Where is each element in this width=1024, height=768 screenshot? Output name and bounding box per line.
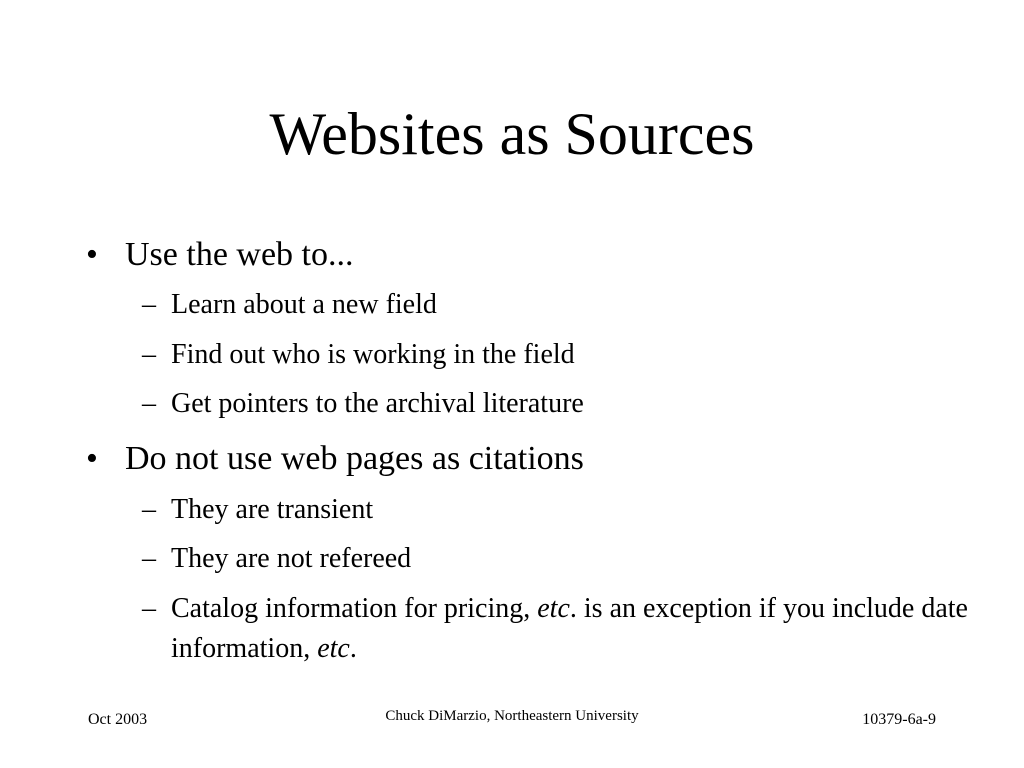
dash-marker: – — [142, 339, 156, 370]
sub-bullet-text: Get pointers to the archival literature — [171, 388, 584, 419]
sub-bullet-text: They are transient — [171, 494, 374, 525]
dash-marker: – — [142, 388, 156, 419]
footer-slide-number: 10379-6a-9 — [862, 711, 936, 728]
bullet-marker: • — [86, 440, 98, 477]
sub-bullet-text-part: Catalog information for pricing, — [171, 593, 538, 624]
bullet-text: Do not use web pages as citations — [125, 440, 584, 477]
sub-bullet-text-part: . is an exception if you include date information, — [171, 593, 968, 664]
footer-date: Oct 2003 — [88, 711, 148, 728]
bullet-text: Use the web to... — [125, 236, 354, 273]
sub-bullet-text-part: . — [349, 633, 357, 664]
sub-bullet-text: Learn about a new field — [171, 289, 437, 320]
italic-etc: etc — [317, 633, 350, 664]
dash-marker: – — [142, 494, 156, 525]
dash-marker: – — [142, 543, 156, 574]
footer-author: Chuck DiMarzio, Northeastern University — [385, 708, 639, 724]
sub-bullet-text — [171, 589, 971, 669]
italic-etc: etc — [537, 593, 570, 624]
dash-marker: – — [142, 289, 156, 320]
slide-title: Websites as Sources — [269, 101, 755, 167]
dash-marker: – — [142, 593, 156, 624]
bullet-marker: • — [86, 236, 98, 273]
sub-bullet-text: Find out who is working in the field — [171, 339, 575, 370]
sub-bullet-text: They are not refereed — [171, 543, 412, 574]
